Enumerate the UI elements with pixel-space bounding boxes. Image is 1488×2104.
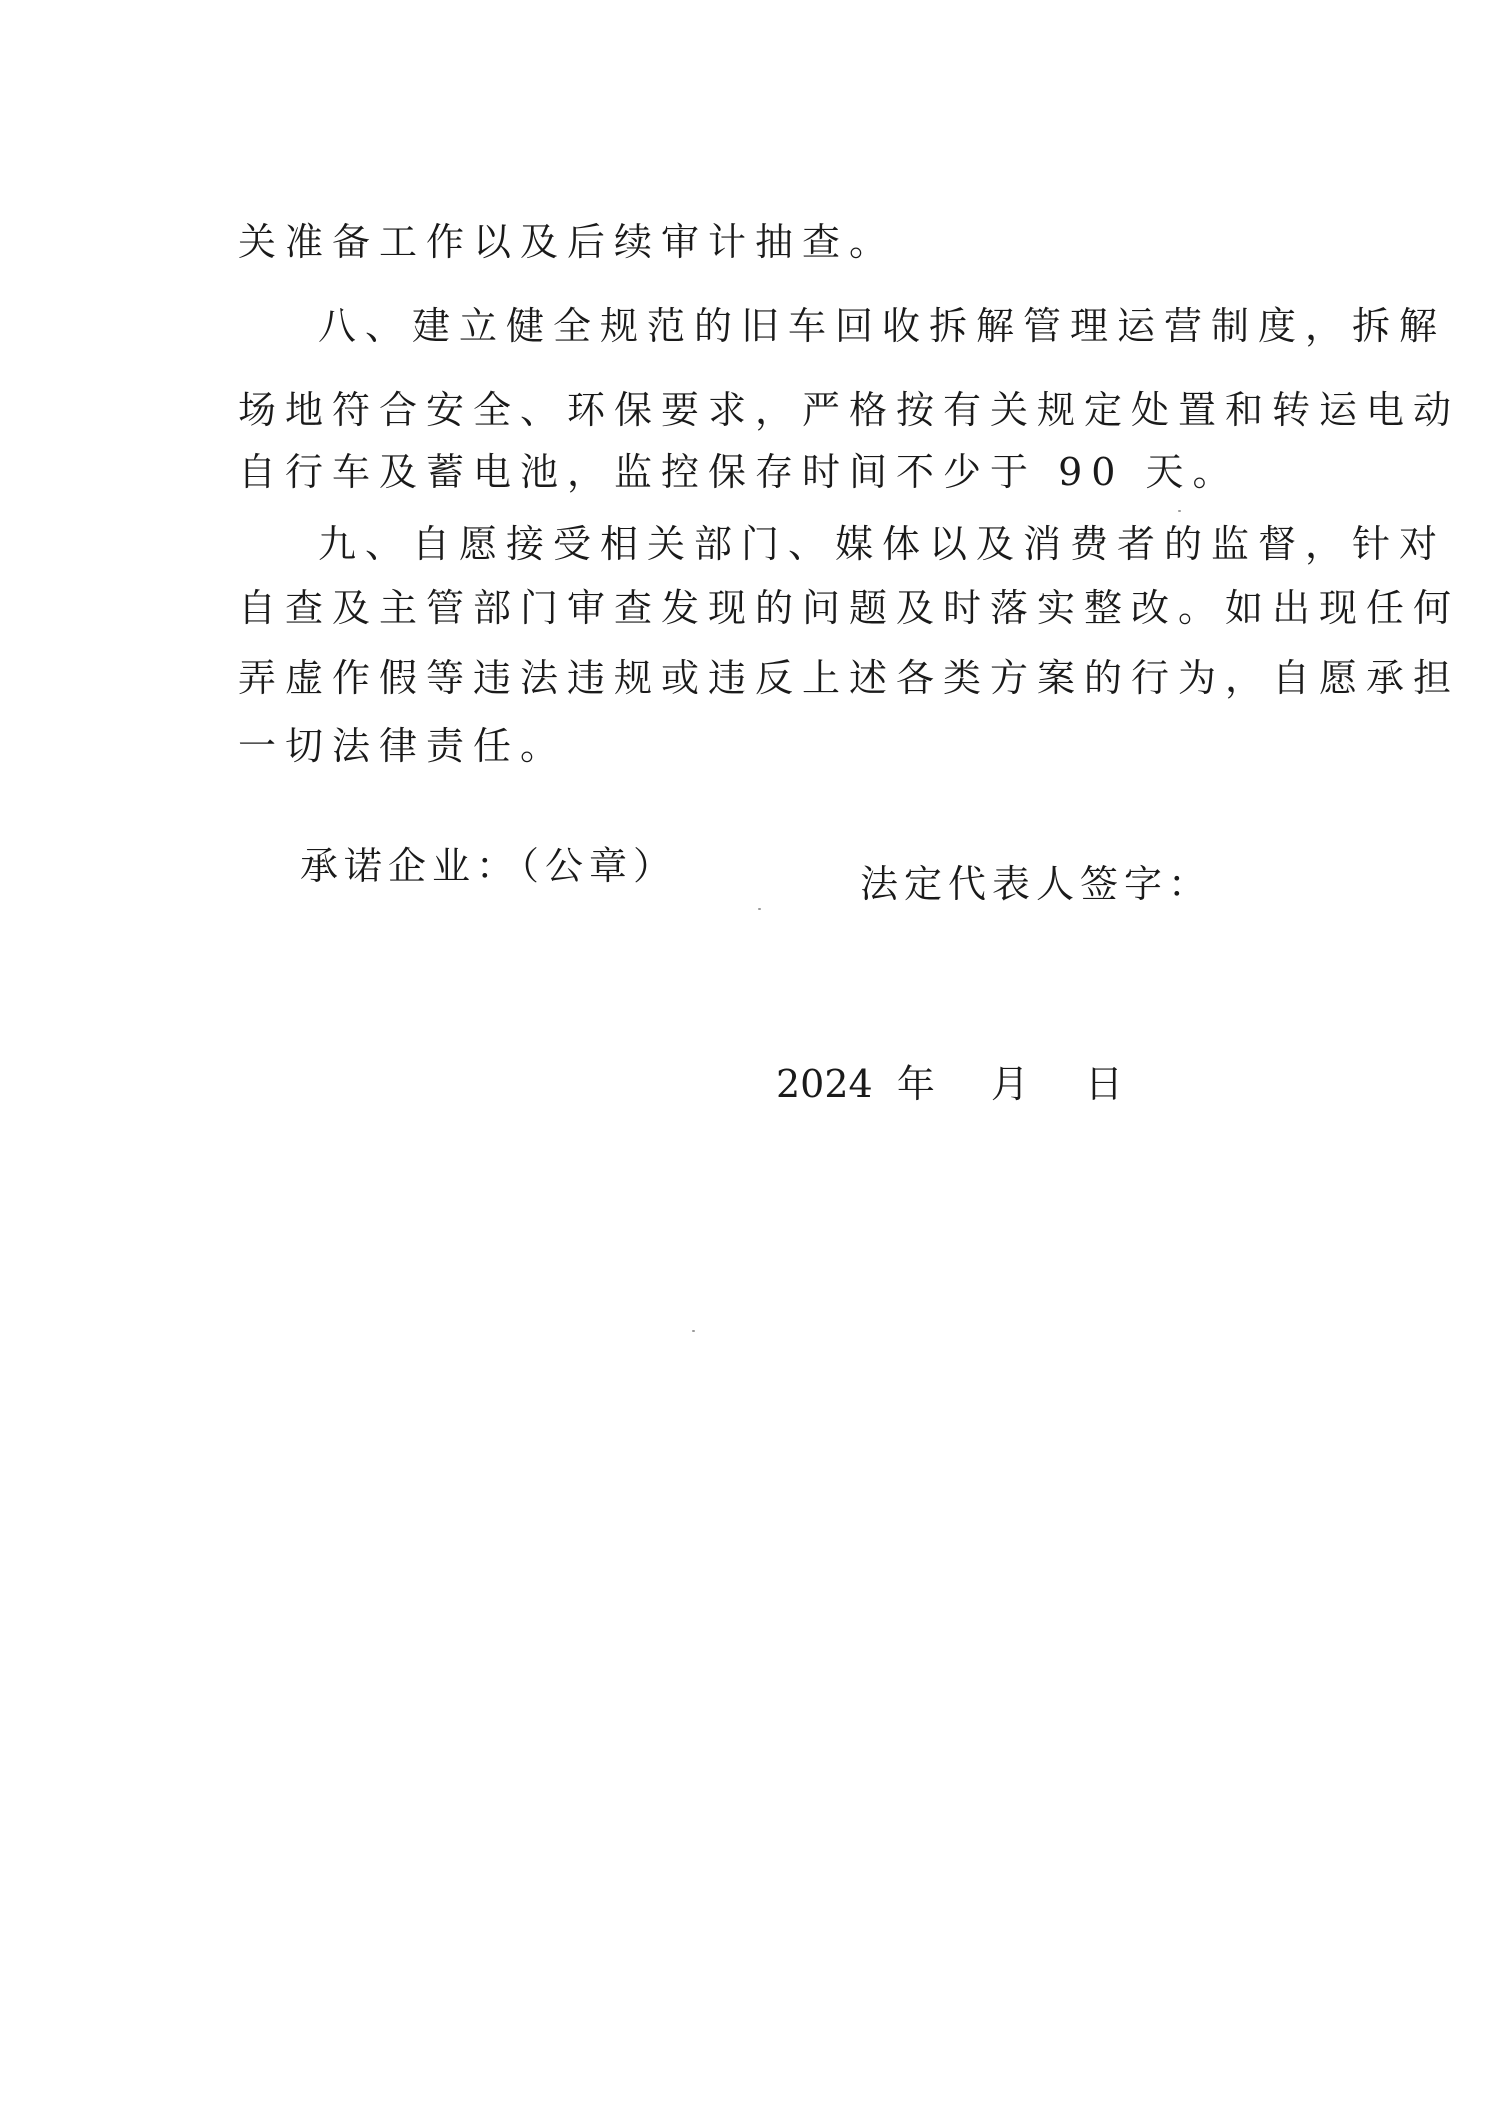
paragraph-line-6: 自查及主管部门审查发现的问题及时落实整改。如出现任何 [238, 586, 1461, 630]
paragraph-line-5: 九、自愿接受相关部门、媒体以及消费者的监督，针对 [318, 522, 1447, 566]
date-year-unit: 年 [896, 1062, 935, 1106]
scan-speck [758, 908, 761, 910]
scan-speck [692, 1330, 695, 1332]
legal-representative-signature-label: 法定代表人签字： [860, 862, 1213, 906]
date-year: 2024 [776, 1062, 873, 1106]
paragraph-line-1: 关准备工作以及后续审计抽查。 [238, 220, 897, 264]
date-month-unit: 月 [990, 1062, 1029, 1106]
paragraph-line-3: 场地符合安全、环保要求，严格按有关规定处置和转运电动 [238, 388, 1461, 432]
date-day-unit: 日 [1085, 1062, 1124, 1106]
paragraph-line-8: 一切法律责任。 [238, 724, 568, 768]
paragraph-line-2: 八、建立健全规范的旧车回收拆解管理运营制度，拆解 [318, 304, 1447, 348]
company-seal-label: 承诺企业：（公章） [300, 844, 678, 888]
date-line [776, 1060, 1123, 1108]
scan-speck [1178, 510, 1181, 512]
paragraph-line-4: 自行车及蓄电池，监控保存时间不少于 90 天。 [238, 450, 1240, 494]
paragraph-line-7: 弄虚作假等违法违规或违反上述各类方案的行为，自愿承担 [238, 656, 1461, 700]
